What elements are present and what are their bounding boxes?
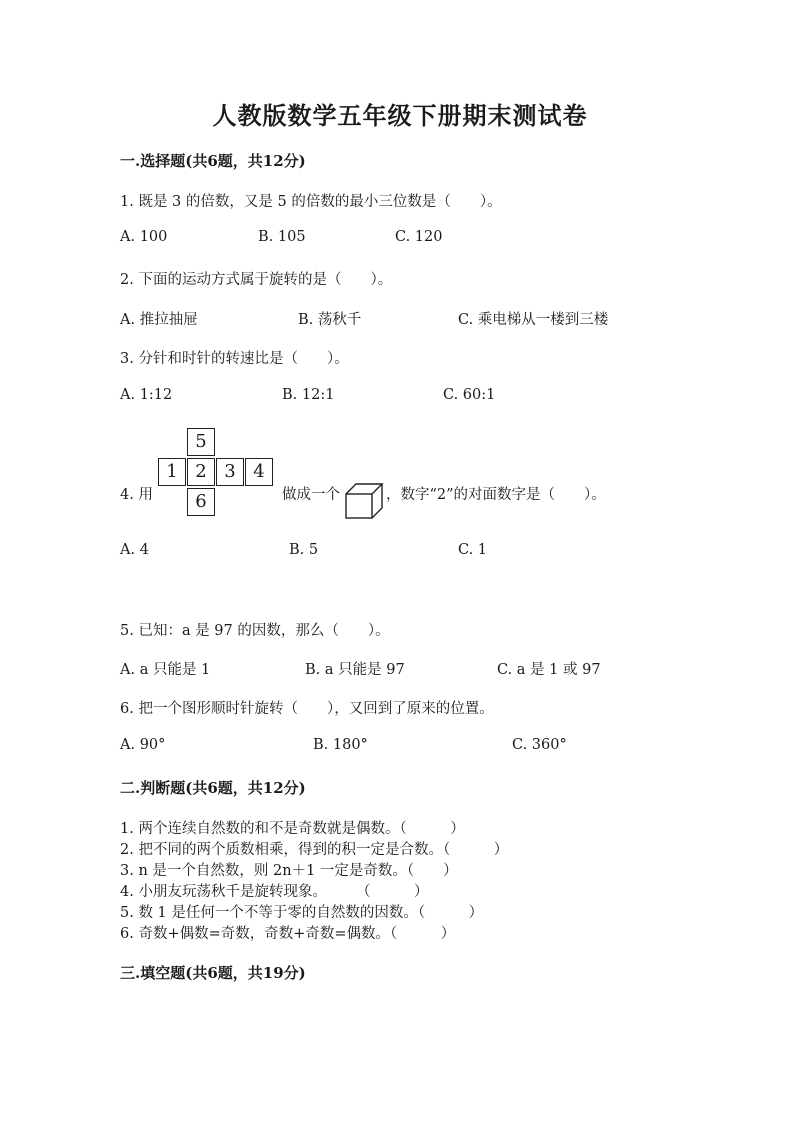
question-4-option-b: B. 5 [289, 542, 319, 558]
question-3-option-b: B. 12:1 [282, 387, 335, 403]
net-face: 3 [216, 458, 244, 486]
question-5-option-a: A. a 只能是 1 [120, 662, 211, 678]
question-1-option-c: C. 120 [395, 229, 443, 245]
cube-icon [344, 482, 384, 520]
judge-item-1: 1. 两个连续自然数的和不是奇数就是偶数。（ ） [120, 821, 465, 837]
question-6-option-a: A. 90° [120, 737, 166, 753]
net-face: 6 [187, 488, 215, 516]
question-2-stem: 2. 下面的运动方式属于旋转的是（ ）。 [120, 272, 393, 288]
question-4-stem-mid: 做成一个 [282, 487, 340, 503]
judge-item-6: 6. 奇数+偶数=奇数，奇数+奇数=偶数。（ ） [120, 926, 456, 942]
question-6-option-c: C. 360° [512, 737, 567, 753]
question-4-stem-suffix: ，数字“2”的对面数字是（ ）。 [386, 487, 606, 503]
question-3-stem: 3. 分针和时针的转速比是（ ）。 [120, 351, 349, 367]
question-2-option-a: A. 推拉抽屉 [120, 312, 198, 328]
section-heading-judge: 二.判断题(共6题，共12分) [120, 779, 306, 797]
question-4-option-c: C. 1 [458, 542, 488, 558]
question-1-stem: 1. 既是 3 的倍数，又是 5 的倍数的最小三位数是（ ）。 [120, 194, 502, 210]
question-5-stem: 5. 已知：a 是 97 的因数，那么（ ）。 [120, 623, 390, 639]
question-2-option-b: B. 荡秋千 [298, 312, 362, 328]
question-4-stem-prefix: 4. 用 [120, 487, 153, 503]
question-5-option-c: C. a 是 1 或 97 [497, 662, 601, 678]
question-6-option-b: B. 180° [313, 737, 368, 753]
question-2-option-c: C. 乘电梯从一楼到三楼 [458, 312, 609, 328]
cube-net-figure [158, 428, 276, 518]
section-heading-fill: 三.填空题(共6题，共19分) [120, 964, 306, 982]
judge-item-2: 2. 把不同的两个质数相乘，得到的积一定是合数。（ ） [120, 842, 509, 858]
question-4-option-a: A. 4 [120, 542, 149, 558]
net-face: 5 [187, 428, 215, 456]
question-1-option-b: B. 105 [258, 229, 306, 245]
section-heading-choice: 一.选择题(共6题，共12分) [120, 152, 306, 170]
net-face: 4 [245, 458, 273, 486]
judge-item-5: 5. 数 1 是任何一个不等于零的自然数的因数。（ ） [120, 905, 484, 921]
page-title: 人教版数学五年级下册期末测试卷 [212, 101, 588, 130]
question-1-option-a: A. 100 [120, 229, 168, 245]
net-face: 1 [158, 458, 186, 486]
question-3-option-c: C. 60:1 [443, 387, 496, 403]
question-6-stem: 6. 把一个图形顺时针旋转（ ），又回到了原来的位置。 [120, 701, 494, 717]
judge-item-4: 4. 小朋友玩荡秋千是旋转现象。 （ ） [120, 884, 429, 900]
question-3-option-a: A. 1:12 [120, 387, 173, 403]
question-5-option-b: B. a 只能是 97 [305, 662, 405, 678]
net-face: 2 [187, 458, 215, 486]
judge-item-3: 3. n 是一个自然数，则 2n＋1 一定是奇数。（ ） [120, 863, 458, 879]
